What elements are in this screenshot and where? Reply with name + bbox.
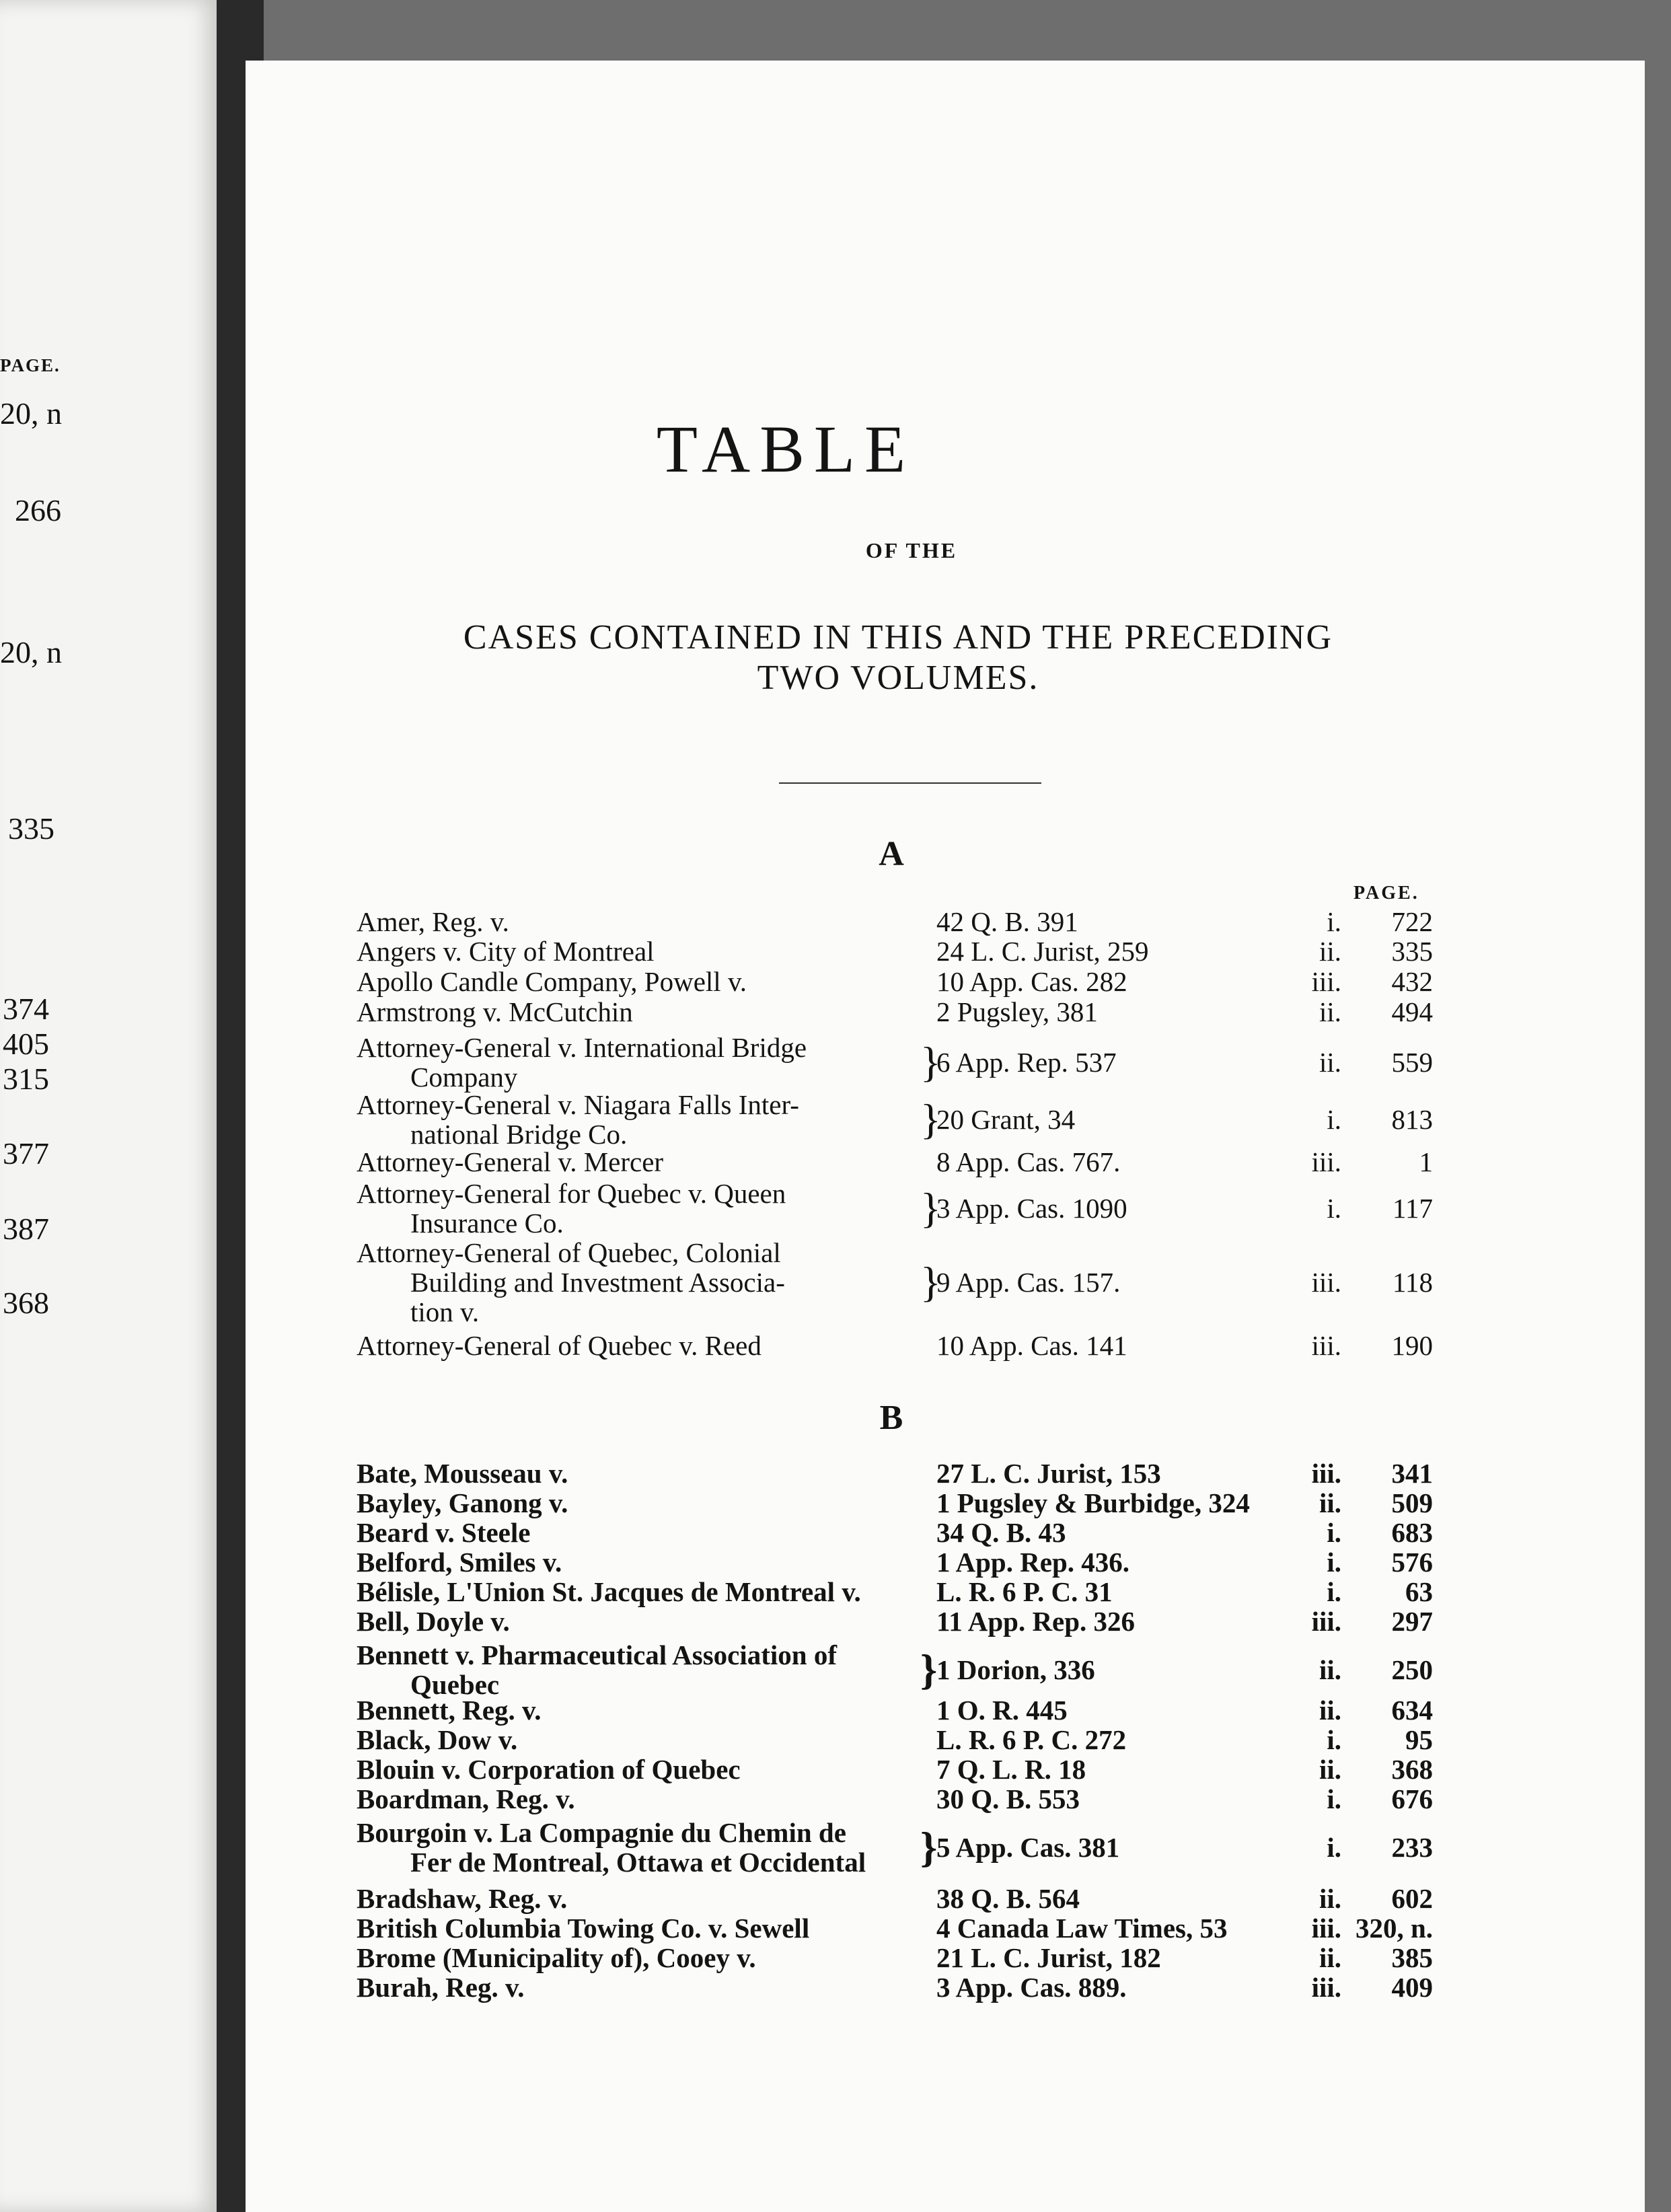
case-name (357, 1518, 916, 1547)
page-number: 1 (1419, 1146, 1433, 1177)
page-number: 494 (1391, 996, 1433, 1027)
brace-mark: } (920, 1823, 938, 1871)
page-number: 341 (1391, 1458, 1433, 1489)
report-citation: 7 Q. L. R. 18 (936, 1754, 1086, 1785)
case-name-line: Brome (Municipality of), Cooey v. (357, 1942, 756, 1973)
volume-number: i. (1327, 1547, 1341, 1578)
report-citation: 1 Dorion, 336 (936, 1654, 1095, 1685)
case-name (357, 1784, 916, 1814)
page-number: 676 (1391, 1783, 1433, 1814)
volume-number: i. (1327, 1104, 1341, 1135)
page-number: 559 (1391, 1047, 1433, 1078)
report-citation: 20 Grant, 34 (936, 1104, 1076, 1135)
case-name-line: Quebec (410, 1669, 500, 1700)
case-name-line: Bélisle, L'Union St. Jacques de Montreal v. (357, 1576, 861, 1607)
case-name-line: Bayley, Ganong v. (357, 1487, 568, 1518)
case-name-line: national Bridge Co. (410, 1119, 628, 1150)
report-citation: 11 App. Rep. 326 (936, 1606, 1136, 1637)
page-number: 297 (1391, 1606, 1433, 1637)
volume-number: i. (1327, 906, 1341, 937)
page-number: 385 (1391, 1942, 1433, 1973)
case-name-line: Armstrong v. McCutchin (357, 996, 633, 1027)
case-name-line: Attorney-General of Quebec v. Reed (357, 1330, 762, 1361)
report-citation: 42 Q. B. 391 (936, 906, 1078, 937)
page-number: 190 (1391, 1330, 1433, 1361)
facing-page-number: 387 (3, 1212, 49, 1246)
case-name-line: Bell, Doyle v. (357, 1606, 510, 1637)
page-number: 118 (1392, 1267, 1433, 1298)
report-citation: 1 App. Rep. 436. (936, 1547, 1130, 1578)
case-name-line: British Columbia Towing Co. v. Sewell (357, 1913, 810, 1944)
title-of-the: OF THE (865, 538, 958, 562)
report-citation: 21 L. C. Jurist, 182 (936, 1942, 1161, 1973)
case-name (357, 1640, 916, 1699)
case-name (357, 1090, 916, 1149)
report-citation: 6 App. Rep. 537 (936, 1047, 1117, 1078)
page-title: TABLE (656, 412, 916, 486)
report-citation: 30 Q. B. 553 (936, 1783, 1080, 1814)
case-name (357, 1943, 916, 1973)
case-name (357, 1147, 916, 1177)
brace-mark: } (920, 1184, 941, 1232)
case-name-line: tion v. (410, 1296, 480, 1327)
volume-number: iii. (1311, 966, 1341, 997)
case-name-line: Company (410, 1062, 518, 1093)
case-name-line: Beard v. Steele (357, 1517, 531, 1548)
case-name-line: Bourgoin v. La Compagnie du Chemin de (357, 1817, 846, 1848)
report-citation: 24 L. C. Jurist, 259 (936, 936, 1149, 967)
volume-number: iii. (1311, 1972, 1341, 2003)
page-number: 335 (1391, 936, 1433, 967)
case-name (357, 967, 916, 996)
case-name-line: Bennett v. Pharmaceutical Association of (357, 1639, 838, 1670)
page-number: 233 (1391, 1832, 1433, 1863)
facing-page-number: 405 (3, 1027, 49, 1061)
report-citation: 3 App. Cas. 889. (936, 1972, 1127, 2003)
volume-number: iii. (1311, 1146, 1341, 1177)
case-name-line: Attorney-General of Quebec, Colonial (357, 1237, 781, 1268)
volume-number: ii. (1319, 1695, 1341, 1726)
case-name-line: Apollo Candle Company, Powell v. (357, 966, 747, 997)
case-name (357, 1913, 916, 1943)
facing-page-number: 20, n (0, 635, 62, 669)
case-name (357, 997, 916, 1027)
volume-number: ii. (1319, 1047, 1341, 1078)
case-name-line: Angers v. City of Montreal (357, 936, 655, 967)
report-citation: 10 App. Cas. 141 (936, 1330, 1127, 1361)
page-number: 602 (1391, 1883, 1433, 1914)
facing-page-header: PAGE. (0, 355, 61, 375)
page-number: 813 (1391, 1104, 1433, 1135)
report-citation: 8 App. Cas. 767. (936, 1146, 1121, 1177)
volume-number: i. (1327, 1576, 1341, 1607)
brace-mark: } (920, 1038, 941, 1086)
case-name-line: Bate, Mousseau v. (357, 1458, 568, 1489)
page-column-header: PAGE. (1353, 883, 1419, 904)
case-name (357, 936, 916, 966)
report-citation: 4 Canada Law Times, 53 (936, 1913, 1228, 1944)
case-name (357, 1179, 916, 1238)
case-name (357, 1577, 916, 1607)
case-name-line: Building and Investment Associa- (410, 1267, 785, 1298)
section-letter-a: A (879, 835, 904, 873)
facing-page-number: 377 (3, 1136, 49, 1171)
facing-page-number: 266 (15, 493, 61, 527)
page-number: 63 (1405, 1576, 1433, 1607)
page-number: 634 (1391, 1695, 1433, 1726)
volume-number: i. (1327, 1193, 1341, 1224)
page-number: 95 (1405, 1724, 1433, 1755)
facing-page-number: 374 (3, 992, 49, 1026)
page-number: 320, n. (1355, 1913, 1433, 1944)
facing-page-number: 335 (8, 811, 54, 846)
case-name-line: Attorney-General v. International Bridge (357, 1032, 807, 1063)
case-name-line: Fer de Montreal, Ottawa et Occidental (410, 1847, 866, 1878)
report-citation: 9 App. Cas. 157. (936, 1267, 1121, 1298)
case-name (357, 1547, 916, 1577)
section-letter-b: B (879, 1399, 903, 1437)
page-number: 509 (1391, 1487, 1433, 1518)
volume-number: ii. (1319, 1754, 1341, 1785)
report-citation: 1 O. R. 445 (936, 1695, 1068, 1726)
report-citation: 10 App. Cas. 282 (936, 966, 1127, 997)
report-citation: 34 Q. B. 43 (936, 1517, 1066, 1548)
brace-mark: } (920, 1258, 941, 1306)
case-name-line: Belford, Smiles v. (357, 1547, 562, 1578)
subtitle-line-1: CASES CONTAINED IN THIS AND THE PRECEDING (463, 618, 1333, 657)
case-name (357, 1607, 916, 1636)
volume-number: i. (1327, 1783, 1341, 1814)
case-name-line: Burah, Reg. v. (357, 1972, 525, 2003)
facing-page-number: 368 (3, 1286, 49, 1320)
case-name-line: Blouin v. Corporation of Quebec (357, 1754, 741, 1785)
volume-number: iii. (1311, 1458, 1341, 1489)
report-citation: 2 Pugsley, 381 (936, 996, 1098, 1027)
volume-number: ii. (1319, 1883, 1341, 1914)
report-citation: 27 L. C. Jurist, 153 (936, 1458, 1161, 1489)
page-number: 576 (1391, 1547, 1433, 1578)
volume-number: iii. (1311, 1330, 1341, 1361)
report-citation: 1 Pugsley & Burbidge, 324 (936, 1487, 1250, 1518)
case-name-line: Attorney-General for Quebec v. Queen (357, 1178, 786, 1209)
volume-number: iii. (1311, 1606, 1341, 1637)
page-number: 432 (1391, 966, 1433, 997)
volume-number: ii. (1319, 1487, 1341, 1518)
volume-number: ii. (1319, 1654, 1341, 1685)
report-citation: 3 App. Cas. 1090 (936, 1193, 1127, 1224)
case-name (357, 1884, 916, 1913)
volume-number: i. (1327, 1724, 1341, 1755)
divider-rule (779, 782, 1041, 784)
case-name (357, 1488, 916, 1518)
page-number: 368 (1391, 1754, 1433, 1785)
volume-number: i. (1327, 1517, 1341, 1548)
case-name-line: Insurance Co. (410, 1208, 564, 1239)
report-citation: L. R. 6 P. C. 272 (936, 1724, 1127, 1755)
case-name (357, 1459, 916, 1488)
volume-number: ii. (1319, 1942, 1341, 1973)
page-number: 683 (1391, 1517, 1433, 1548)
case-name (357, 1033, 916, 1092)
case-name-line: Black, Dow v. (357, 1724, 518, 1755)
volume-number: iii. (1311, 1913, 1341, 1944)
volume-number: iii. (1311, 1267, 1341, 1298)
case-name (357, 1331, 916, 1360)
facing-page (0, 0, 222, 2212)
page-number: 722 (1391, 906, 1433, 937)
brace-mark: } (920, 1095, 941, 1143)
case-name-line: Bradshaw, Reg. v. (357, 1883, 568, 1914)
report-citation: 5 App. Cas. 381 (936, 1832, 1120, 1863)
volume-number: i. (1327, 1832, 1341, 1863)
case-name (357, 1755, 916, 1784)
report-citation: 38 Q. B. 564 (936, 1883, 1080, 1914)
case-name-line: Boardman, Reg. v. (357, 1783, 575, 1814)
case-name-line: Attorney-General v. Mercer (357, 1146, 664, 1177)
facing-page-number: 20, n (0, 396, 62, 431)
case-name (357, 1818, 916, 1877)
page-number: 117 (1392, 1193, 1433, 1224)
page-number: 250 (1391, 1654, 1433, 1685)
volume-number: ii. (1319, 936, 1341, 967)
subtitle-line-2: TWO VOLUMES. (757, 659, 1039, 697)
volume-number: ii. (1319, 996, 1341, 1027)
brace-mark: } (920, 1646, 938, 1693)
case-name-line: Amer, Reg. v. (357, 906, 509, 937)
case-name (357, 1973, 916, 2002)
report-citation: L. R. 6 P. C. 31 (936, 1576, 1113, 1607)
case-name (357, 907, 916, 936)
case-name-line: Attorney-General v. Niagara Falls Inter- (357, 1089, 799, 1120)
facing-page-number: 315 (3, 1062, 49, 1096)
page-number: 409 (1391, 1972, 1433, 2003)
case-name (357, 1238, 916, 1327)
case-name (357, 1695, 916, 1725)
case-name-line: Bennett, Reg. v. (357, 1695, 542, 1726)
case-name (357, 1725, 916, 1755)
